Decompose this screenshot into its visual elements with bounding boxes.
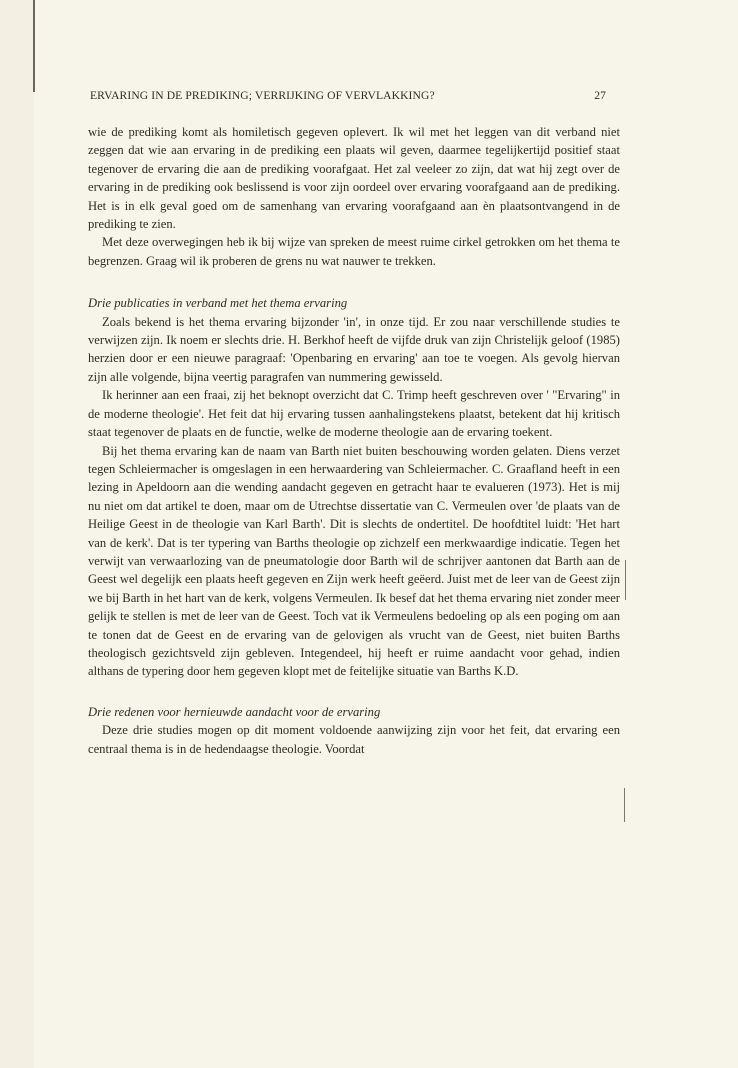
paragraph-5: Bij het thema ervaring kan de naam van Barth niet buiten beschouwing worden gelaten. Diens verzet tegen Schleiermacher is omgeslagen in een herwaardering van Schleiermacher. C. Graafland heeft in een lezing in Apeldoorn aan die wending aandacht gegeven en getracht haar te evalueren (1973). Het is mij nu niet om dat artikel te doen, maar om de Utrechtse dissertatie van C. Vermeulen over 'de plaats van de Heilige Geest in de theologie van Karl Barth'. Dit is slechts de ondertitel. De hoofdtitel luidt: 'Het hart van de kerk'. Dat is ter typering van Barths theologie op zichzelf een merkwaardige indicatie. Tegen het verwijt van verwaarlozing van de pneumatologie door Barth wil de schrijver aantonen dat Barth aan de Geest wel degelijk een plaats heeft gegeven en Zijn werk heeft geëerd. Juist met de leer van de Geest zijn we bij Barth in het hart van de kerk, volgens Vermeulen. Ik besef dat het thema ervaring niet zonder meer gelijk te stellen is met de leer van de Geest. Toch vat ik Vermeulens bedoeling op als een poging om aan te tonen dat de Geest en de ervaring van de gelovigen als vrucht van de Geest, niet buiten Barths theologisch gezichtsveld zijn gebleven. Integendeel, hij heeft er ruime aandacht voor gehad, indien althans de typering door hem gegeven klopt met de feitelijke situatie van Barths K.D. [88, 443, 620, 679]
paragraph-2: Met deze overwegingen heb ik bij wijze van spreken de meest ruime cirkel getrokken om het thema te begrenzen. Graag wil ik proberen de grens nu wat nauwer te trekken. [88, 235, 620, 268]
running-head-title: ERVARING IN DE PREDIKING; VERRIJKING OF VERVLAKKING? [90, 89, 435, 102]
section-heading-redenen: Drie redenen voor hernieuwde aandacht voor de ervaring [88, 704, 381, 719]
running-head [88, 89, 620, 107]
section-heading-publicaties: Drie publicaties in verband met het thema ervaring [88, 296, 348, 311]
scan-edge-line [33, 0, 35, 92]
paragraph-1: wie de prediking komt als homiletisch gegeven oplevert. Ik wil met het leggen van dit verband niet zeggen dat wie aan ervaring in de prediking een plaats wil geven, daarmee tegelijkertijd positief staat tegenover de ervaring die aan de prediking voorafgaat. Het zal veeleer zo zijn, dat wat hij zegt over de ervaring in de prediking ook beslissend is voor zijn oordeel over ervaring voorafgaand aan de prediking. Het is in elk geval goed om de samenhang van ervaring voorafgaand aan èn plaatsontvangend in de prediking te zien. [88, 125, 620, 232]
page-content [88, 89, 620, 758]
page-number: 27 [594, 89, 606, 102]
paragraph-6: Deze drie studies mogen op dit moment voldoende aanwijzing zijn voor het feit, dat ervaring een centraal thema is in de hedendaagse theologie. Voordat [88, 723, 620, 756]
margin-mark-2 [624, 788, 625, 822]
paragraph-3: Zoals bekend is het thema ervaring bijzonder 'in', in onze tijd. Er zou naar verschillende studies te verwijzen zijn. Ik noem er slechts drie. H. Berkhof heeft de vijfde druk van zijn Christelijk geloof (1985) herzien door er een nieuwe paragraaf: 'Openbaring en ervaring' aan toe te voegen. Als gevolg hiervan zijn alle volgende, bijna veertig paragrafen van nummering gewisseld. [88, 314, 620, 384]
paragraph-4: Ik herinner aan een fraai, zij het beknopt overzicht dat C. Trimp heeft geschreven over ' "Ervaring" in de moderne theologie'. Het feit dat hij ervaring tussen aanhalingstekens plaatst, betekent dat hij kritisch staat tegenover de plaats en de functie, welke de moderne theologie aan de ervaring toekent. [88, 388, 620, 440]
margin-mark-1 [625, 560, 626, 600]
